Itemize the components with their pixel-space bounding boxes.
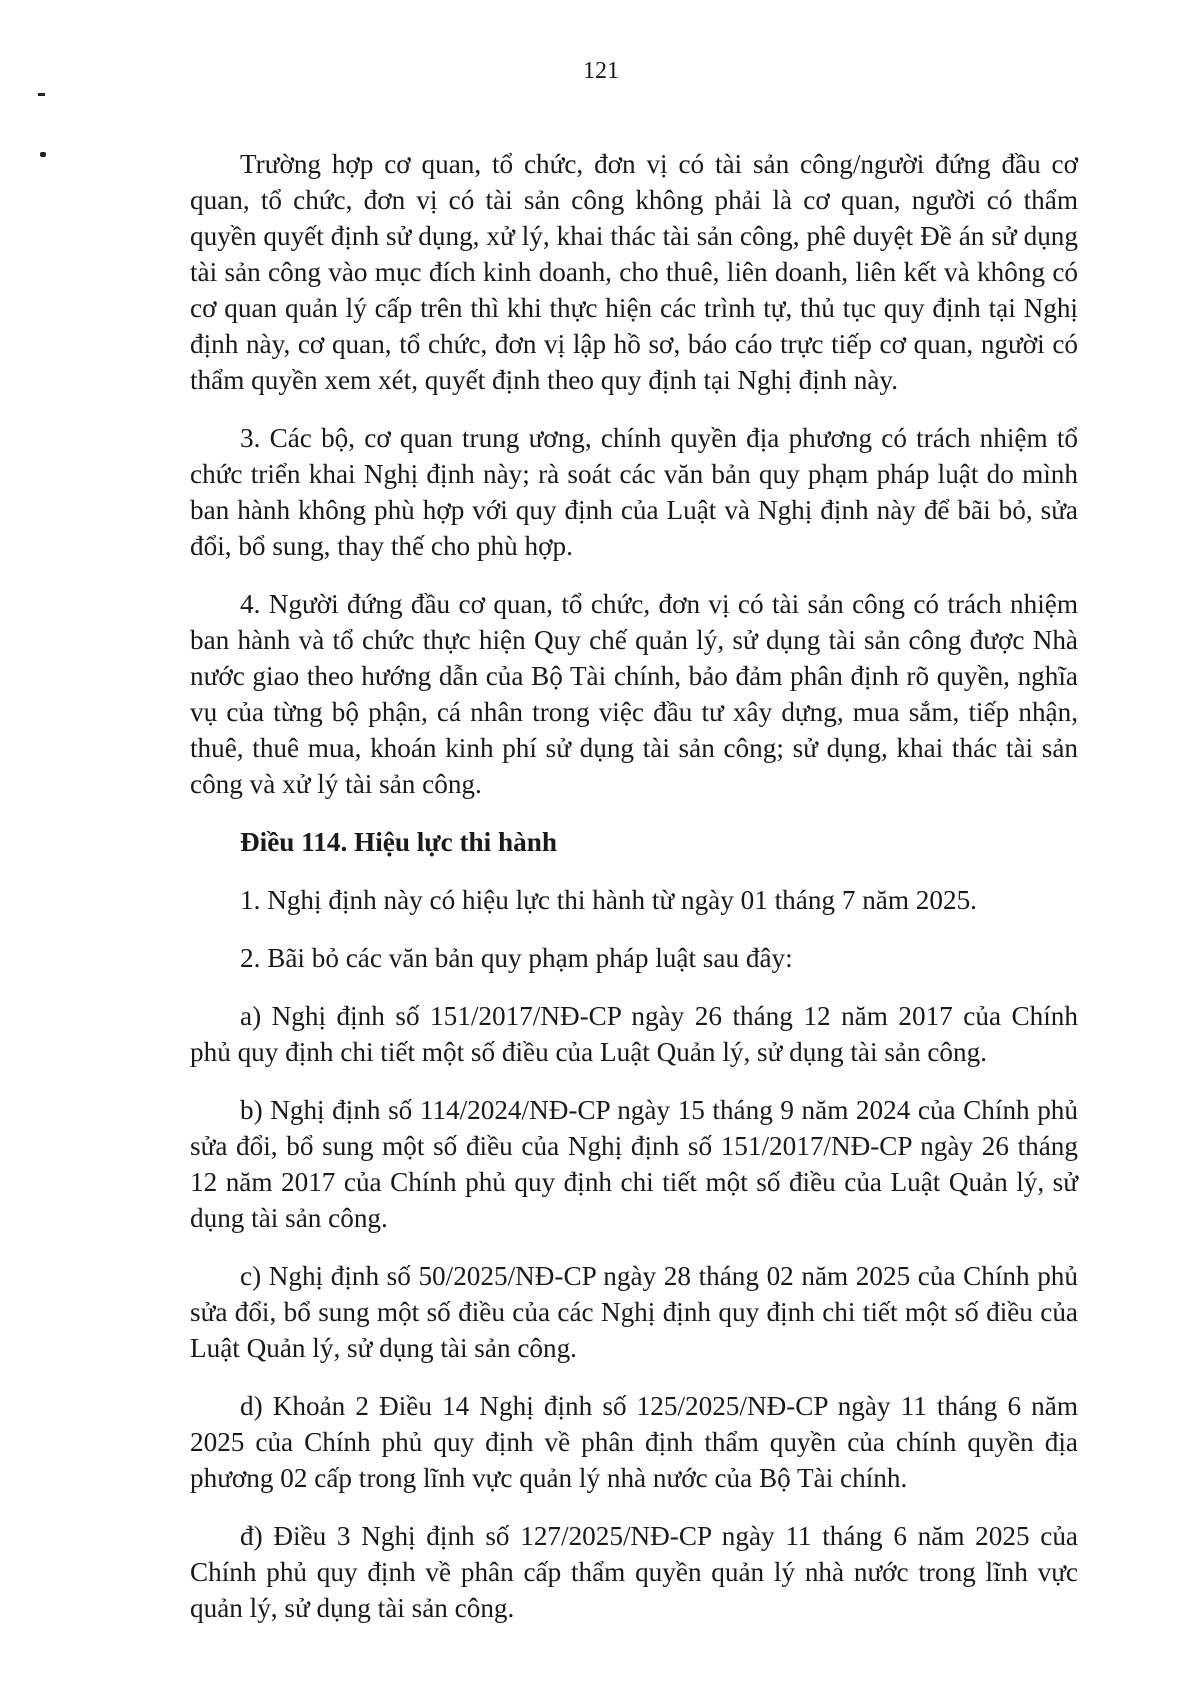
page-number: 121 (583, 58, 619, 84)
article-item: c) Nghị định số 50/2025/NĐ-CP ngày 28 tháng 02 năm 2025 của Chính phủ sửa đổi, bổ sung một số điều của các Nghị định quy định chi tiết một số điều của Luật Quản lý, sử dụng tài sản công. (190, 1261, 1078, 1363)
article-item: đ) Điều 3 Nghị định số 127/2025/NĐ-CP ngày 11 tháng 6 năm 2025 của Chính phủ quy định về phân cấp thẩm quyền quản lý nhà nước trong lĩnh vực quản lý, sử dụng tài sản công. (190, 1521, 1078, 1623)
article-item: a) Nghị định số 151/2017/NĐ-CP ngày 26 tháng 12 năm 2017 của Chính phủ quy định chi tiết một số điều của Luật Quản lý, sử dụng tài sản công. (190, 1001, 1078, 1067)
paragraph: 4. Người đứng đầu cơ quan, tổ chức, đơn vị có tài sản công có trách nhiệm ban hành và tổ chức thực hiện Quy chế quản lý, sử dụng tài sản công được Nhà nước giao theo hướng dẫn của Bộ Tài chính, bảo đảm phân định rõ quyền, nghĩa vụ của từng bộ phận, cá nhân trong việc đầu tư xây dựng, mua sắm, tiếp nhận, thuê, thuê mua, khoán kinh phí sử dụng tài sản công; sử dụng, khai thác tài sản công và xử lý tài sản công. (190, 589, 1078, 799)
article-item: 1. Nghị định này có hiệu lực thi hành từ ngày 01 tháng 7 năm 2025. (240, 885, 977, 915)
scan-mark (40, 152, 46, 157)
document-body (190, 146, 1078, 1648)
article-item: b) Nghị định số 114/2024/NĐ-CP ngày 15 tháng 9 năm 2024 của Chính phủ sửa đổi, bổ sung một số điều của Nghị định số 151/2017/NĐ-CP ngày 26 tháng 12 năm 2017 của Chính phủ quy định chi tiết một số điều của Luật Quản lý, sử dụng tài sản công. (190, 1095, 1078, 1233)
paragraph: Trường hợp cơ quan, tổ chức, đơn vị có tài sản công/người đứng đầu cơ quan, tổ chức, đơn vị có tài sản công không phải là cơ quan, người có thẩm quyền quyết định sử dụng, xử lý, khai thác tài sản công, phê duyệt Đề án sử dụng tài sản công vào mục đích kinh doanh, cho thuê, liên doanh, liên kết và không có cơ quan quản lý cấp trên thì khi thực hiện các trình tự, thủ tục quy định tại Nghị định này, cơ quan, tổ chức, đơn vị lập hồ sơ, báo cáo trực tiếp cơ quan, người có thẩm quyền xem xét, quyết định theo quy định tại Nghị định này. (190, 149, 1078, 395)
article-heading: Điều 114. Hiệu lực thi hành (240, 827, 557, 857)
article-item: 2. Bãi bỏ các văn bản quy phạm pháp luật sau đây: (240, 943, 793, 973)
article-item: d) Khoản 2 Điều 14 Nghị định số 125/2025/NĐ-CP ngày 11 tháng 6 năm 2025 của Chính phủ quy định về phân định thẩm quyền của chính quyền địa phương 02 cấp trong lĩnh vực quản lý nhà nước của Bộ Tài chính. (190, 1391, 1078, 1493)
paragraph: 3. Các bộ, cơ quan trung ương, chính quyền địa phương có trách nhiệm tổ chức triển khai Nghị định này; rà soát các văn bản quy phạm pháp luật do mình ban hành không phù hợp với quy định của Luật và Nghị định này để bãi bỏ, sửa đổi, bổ sung, thay thế cho phù hợp. (190, 423, 1078, 561)
scan-mark (38, 93, 45, 96)
